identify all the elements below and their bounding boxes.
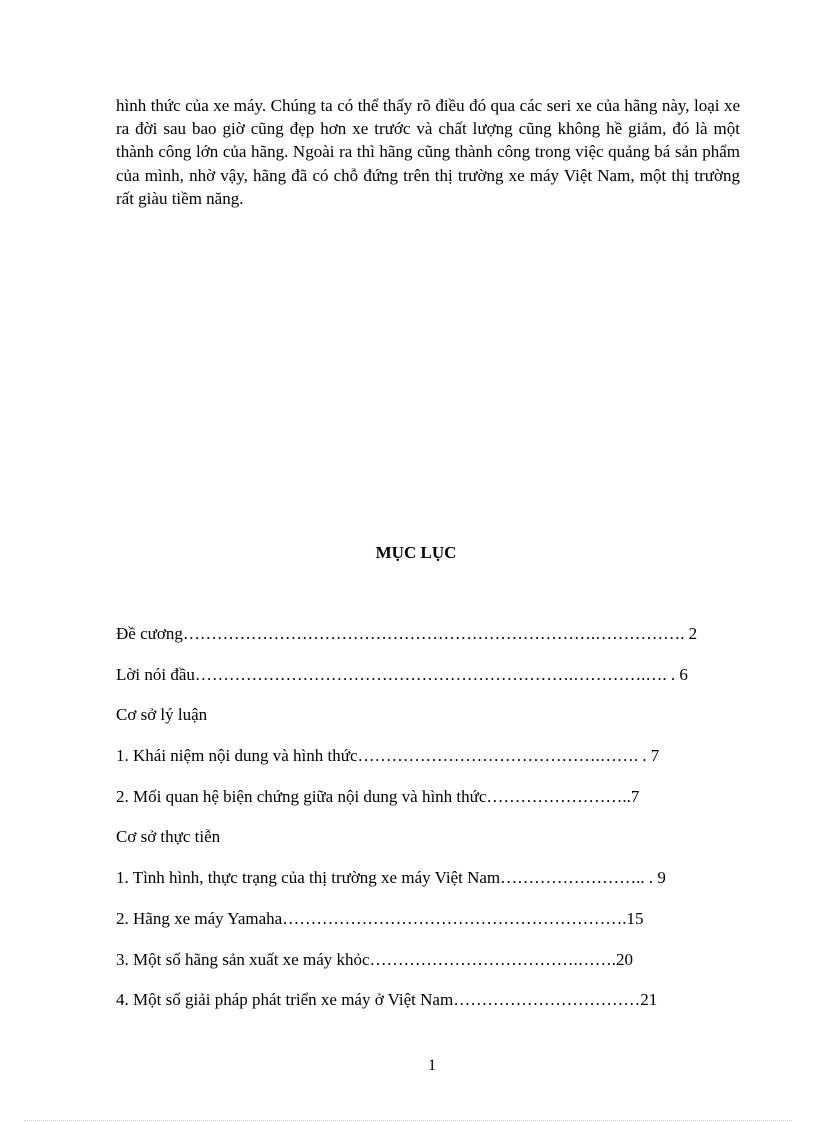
toc-section-theory: Cơ sở lý luận bbox=[116, 705, 208, 725]
toc-section-practice: Cơ sở thực tiễn bbox=[116, 827, 221, 847]
table-of-contents bbox=[116, 622, 756, 1029]
page-bottom-divider bbox=[24, 1120, 792, 1121]
toc-entry-solutions: 4. Một số giải pháp phát triển xe máy ở Việt Nam……………………………21 bbox=[116, 990, 658, 1010]
page-number: 1 bbox=[428, 1057, 436, 1074]
toc-entry-other-makers: 3. Một số hãng sản xuất xe máy khỏc……………………………….…….20 bbox=[116, 949, 634, 969]
toc-entry-market-situation: 1. Tình hình, thực trạng của thị trường xe máy Việt Nam…………………….. . 9 bbox=[116, 868, 666, 888]
toc-entry-relationship: 2. Mối quan hệ biện chứng giữa nội dung và hình thức……………………..7 bbox=[116, 786, 640, 806]
body-paragraph: hình thức của xe máy. Chúng ta có thể thấy rõ điều đó qua các seri xe của hãng này, loại xe ra đời sau bao giờ cũng đẹp hơn xe trước và chất lượng cũng không hề giảm, đó là một thành công lớn của hãng. Ngoài ra thì hãng cũng thành công trong việc quảng bá sản phẩm của mình, nhờ vậy, hãng đã có chỗ đứng trên thị trường xe máy Việt Nam, một thị trường rất giàu tiềm năng. bbox=[116, 96, 740, 208]
toc-entry-yamaha: 2. Hãng xe máy Yamaha…………………………………………………….15 bbox=[116, 908, 644, 928]
toc-entry-concept: 1. Khái niệm nội dung và hình thức…………………………………….……. . 7 bbox=[116, 746, 660, 766]
toc-title: MỤC LỤC bbox=[375, 543, 457, 562]
toc-entry-outline: Đề cương……………………………………………………………….……………. 2 bbox=[116, 624, 698, 643]
toc-entry-preface: Lời nói đầu………………………………………………………….………….…. . 6 bbox=[116, 664, 688, 684]
